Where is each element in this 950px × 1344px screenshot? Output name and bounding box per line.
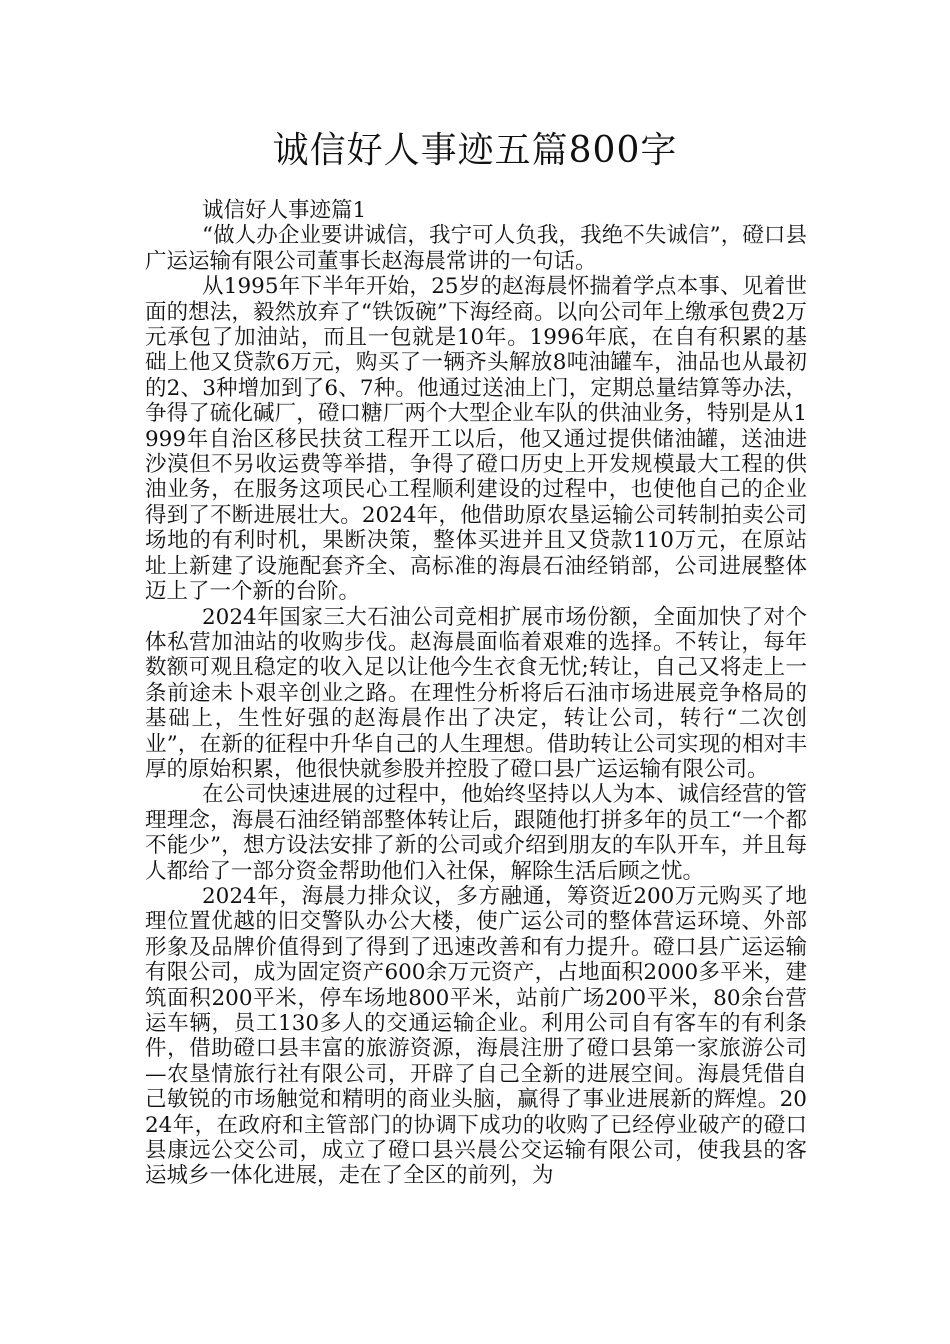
paragraph-2: 从1995年下半年开始，25岁的赵海晨怀揣着学点本事、见着世面的想法，毅然放弃了“铁饭碗”下海经商。以向公司年上缴承包费2万元承包了加油站，而且一包就是10年。1996年底，在自有积累的基础上他又贷款6万元，购买了一辆齐头解放8吨油罐车，油品也从最初的2、3种增加到了6、7种。他通过送油上门，定期总量结算等办法，争得了硫化碱厂，磴口糖厂两个大型企业车队的供油业务，特别是从1999年自治区移民扶贫工程开工以后，他又通过提供储油罐，送油进沙漠但不另收运费等举措，争得了磴口历史上开发规模最大工程的供油业务，在服务这项民心工程顺利建设的过程中，也使他自己的企业得到了不断进展壮大。2024年，他借助原农垦运输公司转制拍卖公司场地的有利时机，果断决策，整体买进并且又贷款110万元，在原站址上新建了设施配套齐全、高标准的海晨石油经销部，公司进展整体迈上了一个新的台阶。 (145, 274, 807, 605)
paragraph-3: 2024年国家三大石油公司竞相扩展市场份额，全面加快了对个体私营加油站的收购步伐。赵海晨面临着艰难的选择。不转让，每年数额可观且稳定的收入足以让他今生衣食无忧;转让，自己又将走上一条前途未卜艰辛创业之路。在理性分析将后石油市场进展竞争格局的基础上，生性好强的赵海晨作出了决定，转让公司，转行“二次创业”，在新的征程中升华自己的人生理想。借助转让公司实现的相对丰厚的原始积累，他很快就参股并控股了磴口县广运运输有限公司。 (145, 604, 807, 782)
section-heading: 诚信好人事迹篇1 (202, 198, 367, 223)
document-body (145, 198, 807, 1189)
paragraph-4: 在公司快速进展的过程中，他始终坚持以人为本、诚信经营的管理理念，海晨石油经销部整体转让后，跟随他打拼多年的员工“一个都不能少”，想方设法安排了新的公司或介绍到朋友的车队开车，并且每人都给了一部分资金帮助他们入社保，解除生活后顾之忧。 (145, 782, 807, 884)
document-title: 诚信好人事迹五篇800字 (272, 130, 678, 171)
paragraph-1: “做人办企业要讲诚信，我宁可人负我，我绝不失诚信”，磴口县广运运输有限公司董事长赵海晨常讲的一句话。 (145, 223, 807, 274)
paragraph-5: 2024年，海晨力排众议，多方融通，筹资近200万元购买了地理位置优越的旧交警队办公大楼，使广运公司的整体营运环境、外部形象及品牌价值得到了得到了迅速改善和有力提升。磴口县广运运输有限公司，成为固定资产600余万元资产，占地面积2000多平米，建筑面积200平米，停车场地800平米，站前广场200平米，80余台营运车辆，员工130多人的交通运输企业。利用公司自有客车的有利条件，借助磴口县丰富的旅游资源，海晨注册了磴口县第一家旅游公司—农垦情旅行社有限公司，开辟了自己全新的进展空间。海晨凭借自己敏锐的市场触觉和精明的商业头脑，赢得了事业进展新的辉煌。2024年，在政府和主管部门的协调下成功的收购了已经停业破产的磴口县康远公交公司，成立了磴口县兴晨公交运输有限公司，使我县的客运城乡一体化进展，走在了全区的前列，为 (145, 883, 807, 1189)
